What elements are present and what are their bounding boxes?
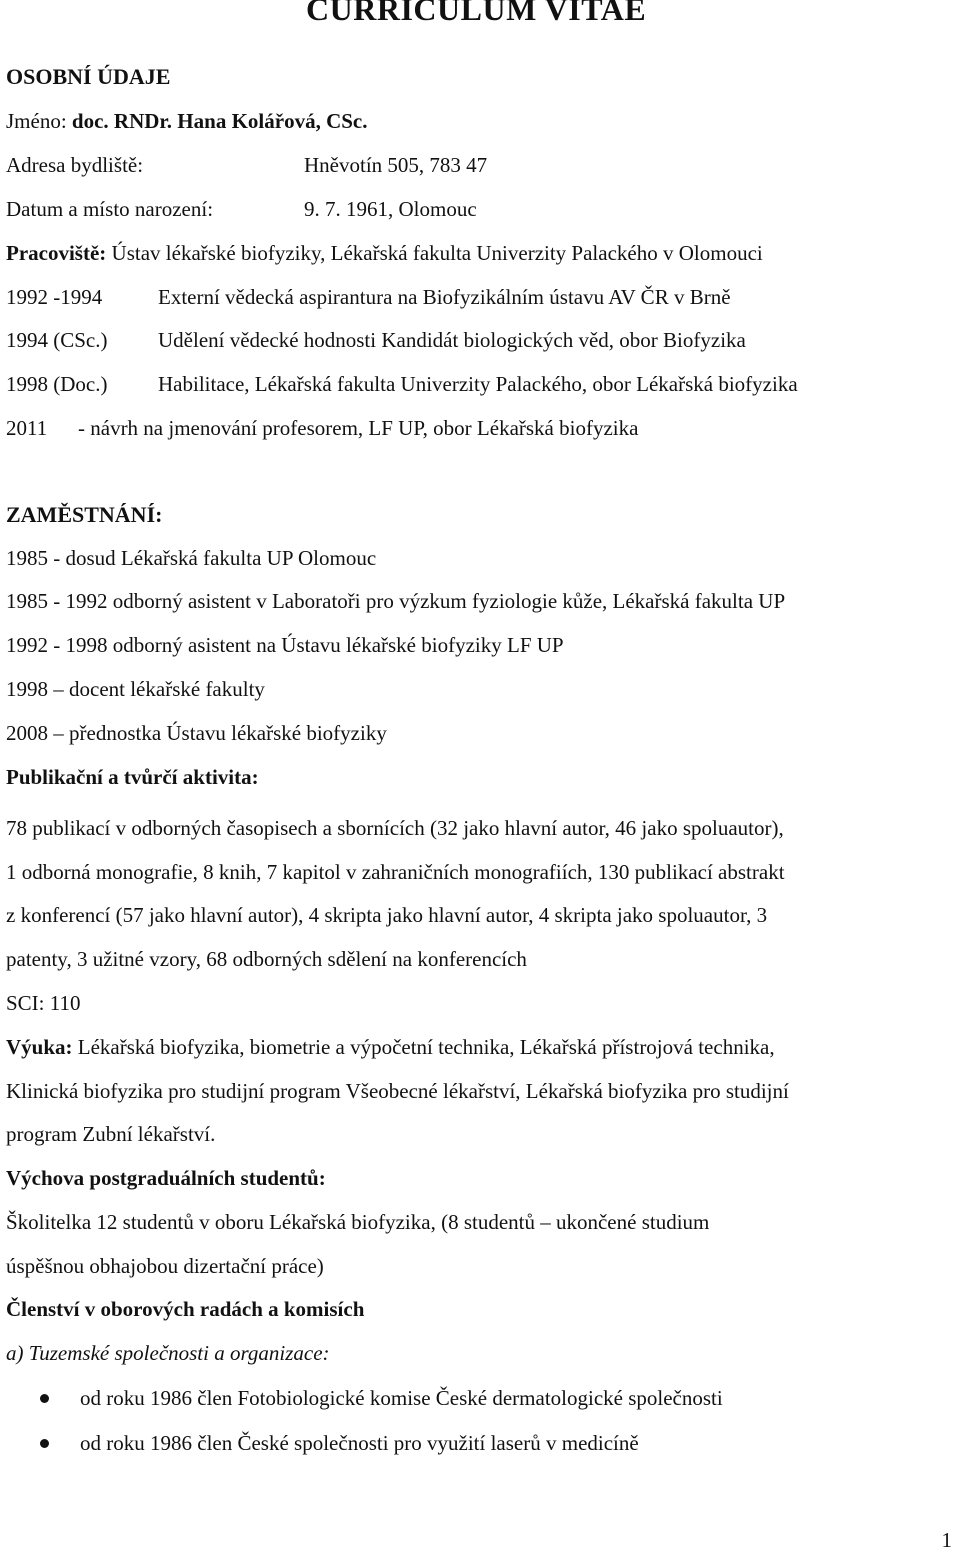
memberships-heading: Členství v oborových radách a komisích	[6, 1297, 365, 1321]
degree-year: 1994 (CSc.)	[6, 328, 108, 352]
page-number: 1	[941, 1528, 952, 1552]
birth-label: Datum a místo narození:	[6, 197, 214, 221]
teaching-label: Výuka:	[6, 1035, 73, 1059]
employment-item: 2008 – přednostka Ústavu lékařské biofyziky	[6, 721, 387, 745]
degree-text: Externí vědecká aspirantura na Biofyzikálním ústavu AV ČR v Brně	[158, 285, 731, 309]
employment-item: 1992 - 1998 odborný asistent na Ústavu lékařské biofyziky LF UP	[6, 633, 564, 657]
employment-item: 1985 - dosud Lékařská fakulta UP Olomouc	[6, 546, 377, 570]
employment-item: 1985 - 1992 odborný asistent v Laboratoři pro výzkum fyziologie kůže, Lékařská fakulta UP	[6, 589, 786, 613]
publications-line: z konferencí (57 jako hlavní autor), 4 skripta jako hlavní autor, 4 skripta jako spoluautor, 3	[6, 903, 768, 927]
publications-line: 78 publikací v odborných časopisech a sbornících (32 jako hlavní autor, 46 jako spoluautor),	[6, 816, 784, 840]
employment-heading: ZAMĚSTNÁNÍ:	[6, 502, 163, 527]
memberships-subheading: a) Tuzemské společnosti a organizace:	[6, 1341, 330, 1365]
publications-heading: Publikační a tvůrčí aktivita:	[6, 765, 259, 789]
degree-text: Habilitace, Lékařská fakulta Univerzity Palackého, obor Lékařská biofyzika	[158, 372, 798, 396]
degree-year: 2011	[6, 416, 48, 440]
sci-value: SCI: 110	[6, 991, 81, 1015]
teaching-line: program Zubní lékařství.	[6, 1122, 216, 1146]
teaching-line: Lékařská biofyzika, biometrie a výpočetní technika, Lékařská přístrojová technika,	[72, 1035, 775, 1059]
publications-line: patenty, 3 užitné vzory, 68 odborných sdělení na konferencích	[6, 947, 527, 971]
document-title: CURRICULUM VITAE	[306, 0, 647, 27]
bullet-icon	[40, 1394, 49, 1403]
address-label: Adresa bydliště:	[6, 153, 144, 177]
publications-line: 1 odborná monografie, 8 knih, 7 kapitol v zahraničních monografiích, 130 publikací abstrakt	[6, 860, 785, 884]
degree-text: Udělení vědecké hodnosti Kandidát biologických věd, obor Biofyzika	[158, 328, 746, 352]
address-value: Hněvotín 505, 783 47	[304, 153, 488, 177]
membership-item: od roku 1986 člen České společnosti pro využití laserů v medicíně	[80, 1431, 639, 1455]
degree-year: 1998 (Doc.)	[6, 372, 108, 396]
degree-text: - návrh na jmenování profesorem, LF UP, obor Lékařská biofyzika	[78, 416, 639, 440]
students-line: úspěšnou obhajobou dizertační práce)	[6, 1254, 324, 1278]
name-row	[6, 111, 367, 132]
students-line: Školitelka 12 studentů v oboru Lékařská biofyzika, (8 studentů – ukončené studium	[6, 1210, 710, 1234]
students-heading: Výchova postgraduálních studentů:	[6, 1166, 326, 1190]
teaching-line: Klinická biofyzika pro studijní program Všeobecné lékařství, Lékařská biofyzika pro studijní	[6, 1079, 789, 1103]
workplace-value: Ústav lékařské biofyziky, Lékařská fakulta Univerzity Palackého v Olomouci	[106, 241, 763, 265]
personal-heading: OSOBNÍ ÚDAJE	[6, 64, 171, 89]
employment-item: 1998 – docent lékařské fakulty	[6, 677, 265, 701]
workplace-label: Pracoviště:	[6, 241, 107, 265]
workplace-row	[6, 243, 763, 264]
name-label: Jméno:	[6, 109, 72, 133]
membership-item: od roku 1986 člen Fotobiologické komise České dermatologické společnosti	[80, 1386, 723, 1410]
birth-value: 9. 7. 1961, Olomouc	[304, 197, 477, 221]
name-value: doc. RNDr. Hana Kolářová, CSc.	[71, 109, 368, 133]
degree-year: 1992 -1994	[6, 285, 103, 309]
bullet-icon	[40, 1439, 49, 1448]
teaching-row	[6, 1037, 775, 1058]
